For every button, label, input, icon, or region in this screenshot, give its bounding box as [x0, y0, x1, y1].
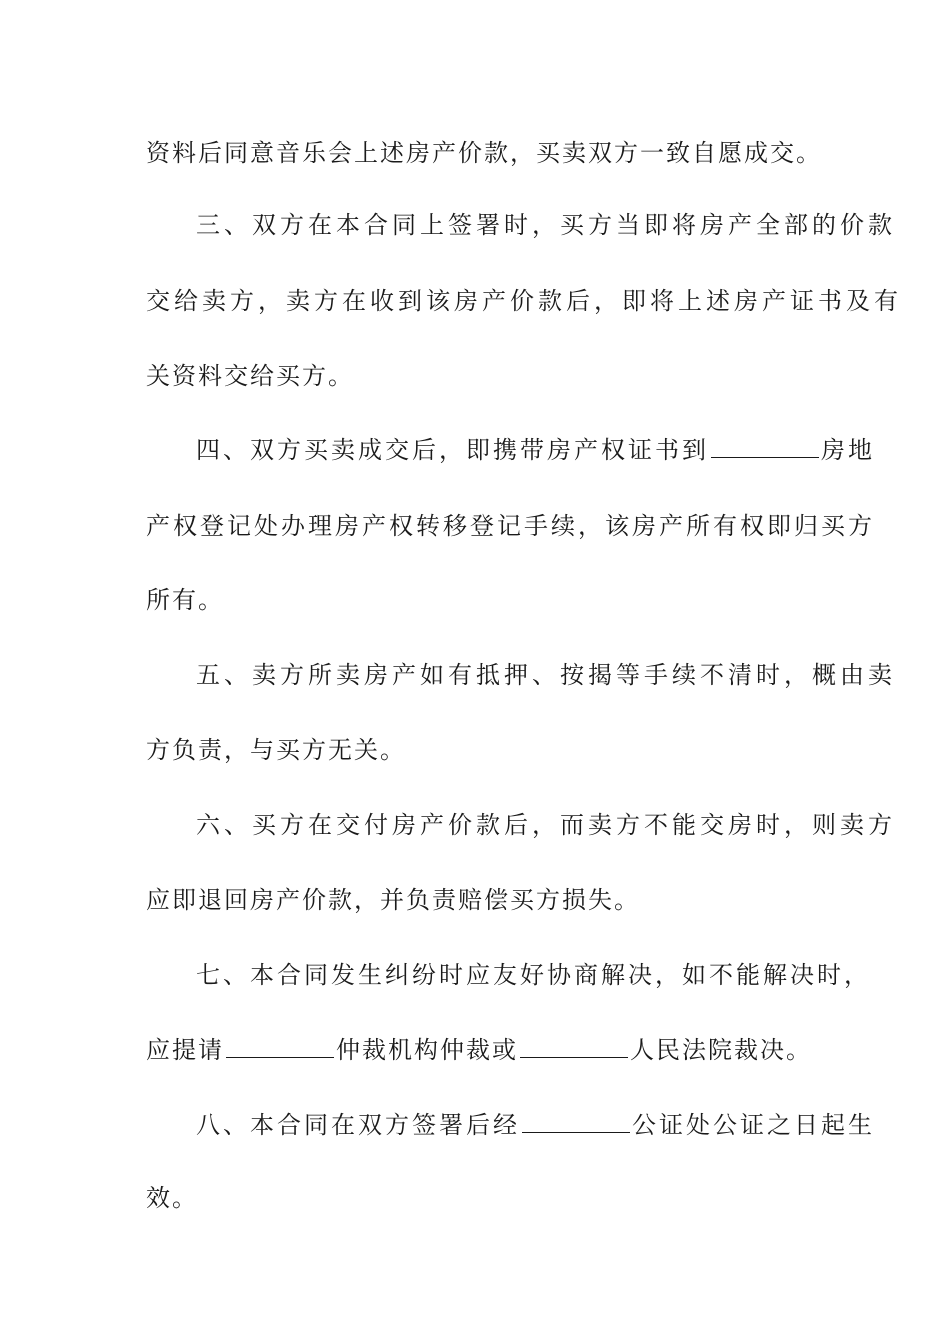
- clause-3-line-2: [146, 286, 902, 316]
- clause-4-line-2: [146, 511, 875, 541]
- paragraph-text: 效。: [146, 1184, 198, 1212]
- paragraph-text: 公证处公证之日起生: [632, 1111, 875, 1139]
- clause-4-line-3: [146, 585, 224, 615]
- paragraph-text: 应提请: [146, 1036, 224, 1064]
- paragraph-text: 五、卖方所卖房产如有抵押、按揭等手续不清时，概由卖: [196, 661, 896, 689]
- clause-4-line-1: [196, 435, 875, 465]
- paragraph-text: 交给卖方，卖方在收到该房产价款后，即将上述房产证书及有: [146, 287, 902, 315]
- clause-8-line-2: [146, 1183, 198, 1213]
- paragraph-text: 六、买方在交付房产价款后，而卖方不能交房时，则卖方: [196, 811, 896, 839]
- clause-5-line-1: [196, 660, 896, 690]
- clause-8-line-1: [196, 1110, 875, 1140]
- text-line: [146, 138, 822, 168]
- paragraph-text: 产权登记处办理房产权转移登记手续，该房产所有权即归买方: [146, 512, 875, 540]
- clause-3-line-1: [196, 210, 896, 240]
- fill-in-blank: [520, 1035, 628, 1058]
- paragraph-text: 三、双方在本合同上签署时，买方当即将房产全部的价款: [196, 211, 896, 239]
- fill-in-blank: [226, 1035, 334, 1058]
- clause-7-line-1: [196, 960, 871, 990]
- paragraph-text: 房地: [821, 436, 875, 464]
- paragraph-text: 四、双方买卖成交后，即携带房产权证书到: [196, 436, 709, 464]
- paragraph-text: 人民法院裁决。: [630, 1036, 812, 1064]
- clause-7-line-2: [146, 1035, 812, 1065]
- clause-6-line-1: [196, 810, 896, 840]
- paragraph-text: 七、本合同发生纠纷时应友好协商解决，如不能解决时，: [196, 961, 871, 989]
- clause-6-line-2: [146, 885, 640, 915]
- fill-in-blank: [711, 435, 819, 458]
- clause-3-line-3: [146, 361, 354, 391]
- paragraph-text: 资料后同意音乐会上述房产价款，买卖双方一致自愿成交。: [146, 139, 822, 167]
- paragraph-text: 仲裁机构仲裁或: [336, 1036, 518, 1064]
- clause-5-line-2: [146, 735, 406, 765]
- paragraph-text: 关资料交给买方。: [146, 362, 354, 390]
- paragraph-text: 八、本合同在双方签署后经: [196, 1111, 520, 1139]
- paragraph-text: 所有。: [146, 586, 224, 614]
- paragraph-text: 应即退回房产价款，并负责赔偿买方损失。: [146, 886, 640, 914]
- paragraph-text: 方负责，与买方无关。: [146, 736, 406, 764]
- fill-in-blank: [522, 1110, 630, 1133]
